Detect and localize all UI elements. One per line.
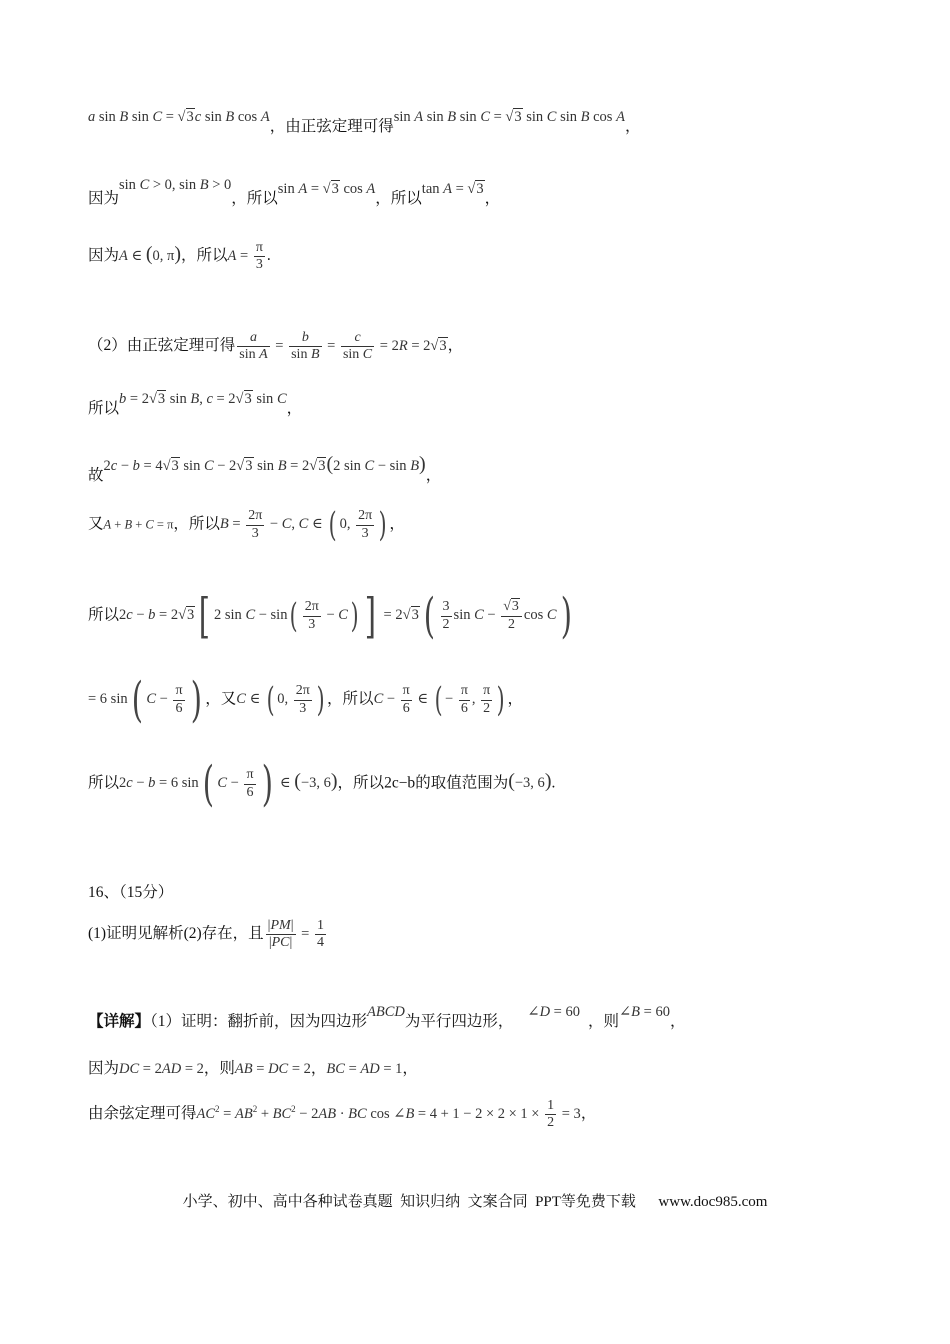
formula-B-eq: B = $\frac{2\pi}{3}$ − C, C ∈ ( 0, $\frac{2\pi}{3}$ ): [219, 505, 387, 545]
punct: .: [266, 246, 271, 264]
formula-sinA: sin A = √3 cos A: [277, 181, 376, 197]
formula-tanA: tan A = √3: [421, 181, 484, 197]
line-sine-law-1: [88, 109, 910, 137]
punct: ，: [310, 1060, 327, 1077]
text-so: ，所以: [231, 190, 278, 207]
line-detail: [88, 1004, 910, 1032]
formula-positive: sin C > 0, sin B > 0: [119, 177, 232, 193]
text-then: ，则: [587, 1013, 619, 1030]
formula-A-eq: A = $\frac{\pi}{3}$: [227, 240, 263, 273]
line-cosine-law: [88, 1098, 910, 1131]
punct: ，: [624, 118, 641, 135]
line-A-value: [88, 240, 910, 273]
punct: ，: [286, 400, 303, 417]
text-you: ，又: [205, 690, 237, 708]
formula-A-range: A ∈ (0, π): [119, 242, 182, 265]
text-cosine-law: 由余弦定理可得: [88, 1104, 197, 1122]
punct: .: [551, 774, 556, 792]
line-6sin: [88, 672, 910, 728]
text-you: 又: [88, 515, 104, 533]
formula-BC: BC = AD = 1: [326, 1061, 403, 1077]
text-so: ，所以: [337, 774, 385, 792]
formula-2c-b: 2c − b = 4√3 sin C − 2√3 sin B = 2√3(2 sin C − sin B): [103, 453, 426, 475]
line-B-range: [88, 505, 910, 545]
page-footer: 小学、初中、高中各种试卷真题 知识归纳 文案合同 PPT等免费下载 www.doc985.com: [182, 1194, 768, 1210]
punct: ，: [669, 1013, 686, 1030]
formula-ratio-PM-PC: $\frac{|PM|}{|PC|}$ = $\frac{1}{4}$: [267, 918, 324, 951]
line-2c-b: [88, 453, 910, 486]
formula-final-range: (−3, 6): [508, 770, 552, 793]
text-sine-law: ，由正弦定理可得: [269, 118, 394, 135]
formula-range: 2c − b = 6 sin( C − $\frac{\pi}{6}$ ) ∈ (−3, 6): [119, 756, 338, 812]
formula-given: a sin B sin C = √3c sin B cos A: [88, 109, 270, 125]
text-gu: 故: [88, 467, 104, 484]
formula-AB: AB = DC = 2: [234, 1061, 311, 1077]
detail-label: 【详解】: [88, 1013, 151, 1030]
formula-C-range: C ∈ ( 0, $\frac{2\pi}{3}$ ): [236, 680, 325, 720]
text-so: ，所以: [181, 246, 228, 264]
formula-bc: b = 2√3 sin B, c = 2√3 sin C: [119, 391, 287, 407]
formula-angle-D: ∠D = 60: [527, 1004, 580, 1020]
punct: ，: [580, 1104, 597, 1122]
text-because: 因为: [88, 246, 120, 264]
punct: ，: [425, 467, 442, 484]
text-range: 的取值范围为: [415, 774, 509, 792]
formula-angle-sum: A + B + C = π: [103, 517, 174, 532]
line-tan: [88, 177, 910, 209]
text-so: 所以: [88, 400, 120, 417]
text-because: 因为: [88, 190, 120, 207]
text-answer: (1)证明见解析(2)存在，且: [88, 924, 264, 942]
punct: ，: [447, 336, 464, 354]
formula-6sin: = 6 sin( C − $\frac{\pi}{6}$ ): [88, 672, 202, 728]
question-16-answer: [88, 918, 910, 951]
text-parallelogram: 为平行四边形，: [404, 1013, 514, 1030]
text-so: 所以: [88, 606, 120, 624]
formula-ratio: $\frac{a}{\text{sin A}}$ = $\frac{b}{\text{sin B}}$ = $\frac{c}{\text{sin C}}$ = 2R = 2√3: [239, 330, 447, 363]
line-expand: [88, 588, 910, 644]
formula-AC2: $AC^2 = AB^2 + BC^2 - 2AB$ · BC cos ∠B = 4 + 1 − 2 × 2 × 1 × $\frac{1}{2}$ = 3: [196, 1098, 581, 1131]
text-part2: （2）由正弦定理可得: [88, 336, 236, 354]
punct: ，: [402, 1060, 418, 1077]
formula-expand: 2c − b = 2√3[ 2 sin C − sin( $\frac{2\pi}{3}$ − C) ] = 2√3( $\frac{3}{2}$ sin C − $\frac{√3}{2}$ cos C): [119, 588, 572, 644]
formula-C-shift-range: C − $\frac{\pi}{6}$ ∈ ( − $\frac{\pi}{6}$ , $\frac{\pi}{2}$ ): [373, 680, 505, 720]
formula-angle-B: ∠B = 60: [619, 1004, 670, 1020]
text-detail: （1）证明：翻折前，因为四边形: [150, 1013, 368, 1030]
line-b-c: [88, 391, 910, 419]
punct: ，: [389, 515, 405, 533]
punct: ，: [507, 690, 523, 708]
formula-ABCD: ABCD: [367, 1004, 405, 1020]
line-part2-sine-law: [88, 330, 910, 363]
formula-sine-sub: sin A sin B sin C = √3 sin C sin B cos A: [393, 109, 625, 125]
text-then: ，则: [203, 1060, 235, 1077]
formula-DC: DC = 2AD = 2: [119, 1061, 204, 1077]
punct: ，: [484, 190, 501, 207]
text-so: 所以: [88, 774, 120, 792]
line-conclusion: [88, 756, 910, 812]
expr-2c-b: 2c−b: [384, 774, 416, 792]
line-lengths: [88, 1060, 910, 1079]
question-16-title: 16、（15分）: [88, 884, 174, 901]
text-so: ，所以: [173, 515, 220, 533]
text-so: ，所以: [375, 190, 422, 207]
text-because: 因为: [88, 1060, 120, 1077]
text-so: ，所以: [327, 690, 374, 708]
